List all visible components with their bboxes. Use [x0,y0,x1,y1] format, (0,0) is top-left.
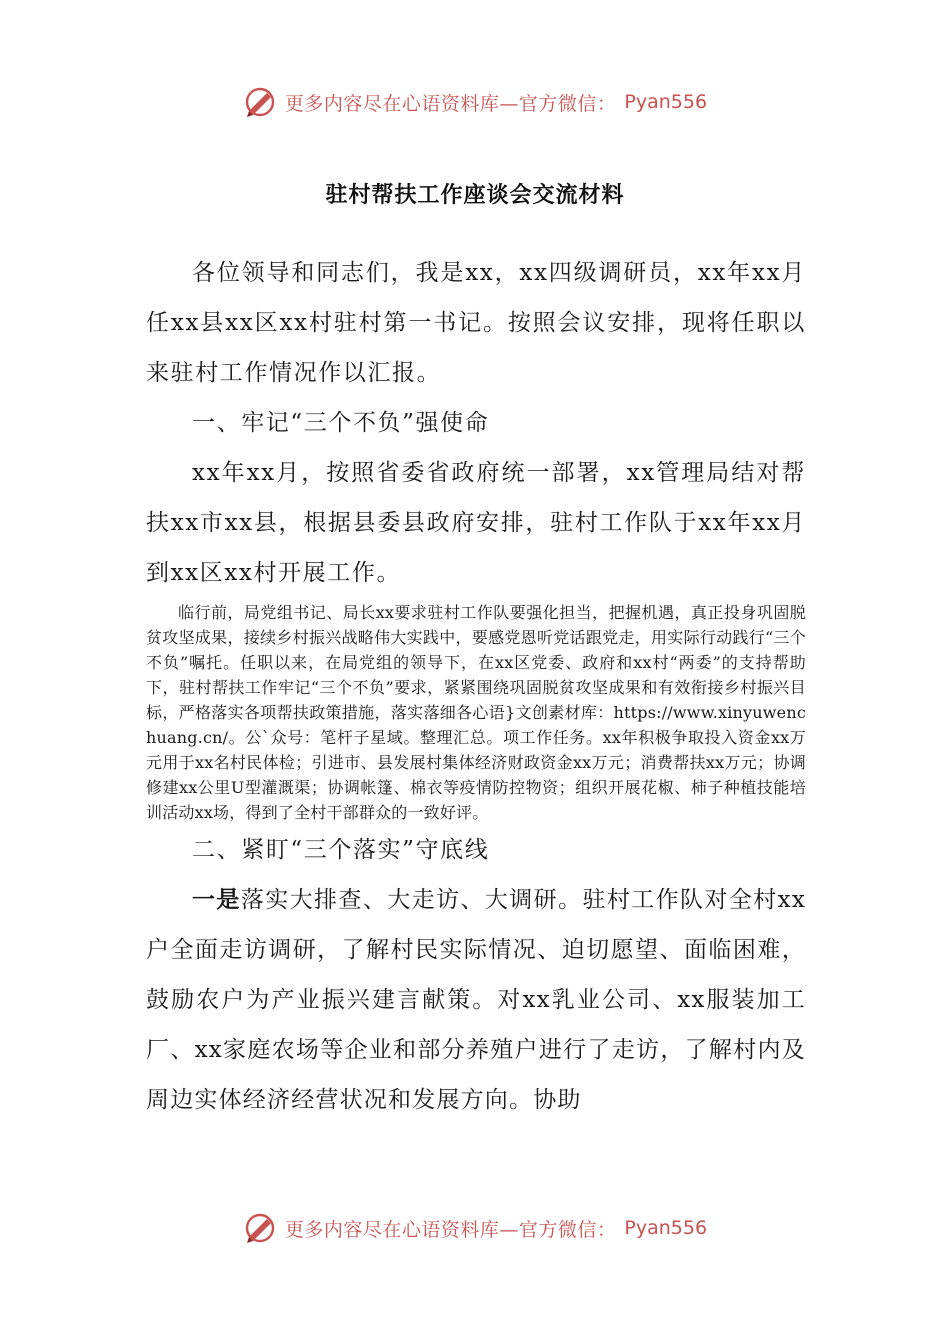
watermark-text: 更多内容尽在心语资料库—官方微信： [284,92,617,115]
section2-heading: 二、紧盯“三个落实”守底线 [192,837,490,863]
section2-paragraph-1 [146,875,806,1125]
watermark-wechat-id: Pyan556 [624,91,708,113]
section2-lead: 一是 [192,886,241,913]
document-title: 驻村帮扶工作座谈会交流材料 [325,183,625,208]
watermark-text: 更多内容尽在心语资料库—官方微信： [284,1218,617,1241]
pen-circle-logo-icon [243,85,277,119]
pen-circle-logo-icon [243,1211,277,1245]
intro-paragraph: 各位领导和同志们，我是xx，xx四级调研员，xx年xx月任xx县xx区xx村驻村第一书记。按照会议安排，现将任职以来驻村工作情况作以汇报。 [146,260,806,386]
section1-paragraph-1: xx年xx月，按照省委省政府统一部署，xx管理局结对帮扶xx市xx县，根据县委县政府安排，驻村工作队于xx年xx月到xx区xx村开展工作。 [146,460,806,586]
watermark-header [0,82,950,122]
section1-heading: 一、牢记“三个不负”强使命 [192,410,490,436]
document-body [146,248,806,1125]
watermark-footer [0,1208,950,1248]
watermark-wechat-id: Pyan556 [624,1217,708,1239]
section1-paragraph-2: 临行前，局党组书记、局长xx要求驻村工作队要强化担当，把握机遇，真正投身巩固脱贫攻坚成果，接续乡村振兴战略伟大实践中，要感党恩听党话跟党走，用实际行动践行“三个不负”嘱托。任职以来，在局党组的领导下，在xx区党委、政府和xx村“两委”的支持帮助下，驻村帮扶工作牢记“三个不负”要求，紧紧围绕巩固脱贫攻坚成果和有效衔接乡村振兴目标，严格落实各项帮扶政策措施，落实落细各心语}文创素材库：https://www.xinyuwenchuang.cn/。公`众号：笔杆子星域。整理汇总。项工作任务。xx年积极争取投入资金xx万元用于xx名村民体检；引进市、县发展村集体经济财政资金xx万元；消费帮扶xx万元；协调修建xx公里U型灌溉渠；协调帐篷、棉衣等疫情防控物资；组织开展花椒、柿子种植技能培训活动xx场，得到了全村干部群众的一致好评。 [146,603,806,822]
section2-paragraph-1-text: 落实大排查、大走访、大调研。驻村工作队对全村xx户全面走访调研，了解村民实际情况、迫切愿望、面临困难，鼓励农户为产业振兴建言献策。对xx乳业公司、xx服装加工厂、xx家庭农场等企业和部分养殖户进行了走访，了解村内及周边实体经济经营状况和发展方向。协助 [146,887,806,1113]
